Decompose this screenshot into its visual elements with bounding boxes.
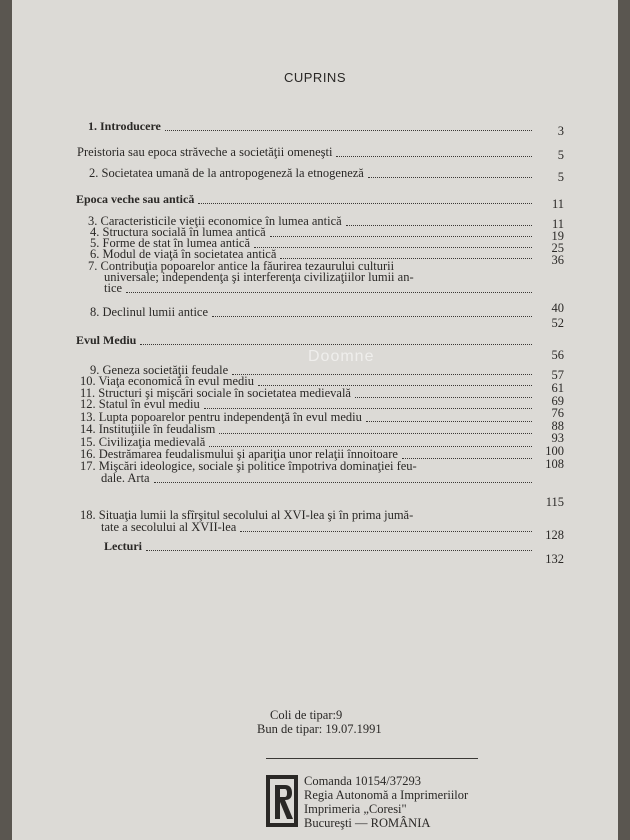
toc-entry: Lecturi: [104, 539, 142, 553]
toc-entry: Epoca veche sau antică: [76, 192, 195, 206]
printer-authority: Regia Autonomă a Imprimeriilor: [304, 788, 469, 802]
toc-entry: 3. Caracteristicile vieţii economice în lumea antică: [88, 214, 342, 228]
leader-dots: [240, 531, 532, 532]
leader-dots: [270, 236, 532, 237]
toc-entry: 4. Structura socială în lumea antică: [90, 225, 266, 239]
toc-entry: 7. Contribuţia popoarelor antice la făurirea tezaurului culturii: [88, 259, 395, 273]
toc-page-number: 57: [551, 368, 564, 382]
leader-dots: [254, 247, 532, 248]
page-title: CUPRINS: [283, 70, 346, 85]
toc-entry: 17. Mişcări ideologice, sociale şi politice împotriva dominaţiei feu-: [80, 459, 417, 473]
toc-entry: 15. Civilizaţia medievală: [80, 435, 206, 449]
toc-page-number: 61: [551, 381, 564, 395]
leader-dots: [212, 316, 532, 317]
leader-dots: [154, 482, 532, 483]
toc-page-number: 88: [551, 419, 564, 433]
leader-dots: [140, 344, 532, 345]
leader-dots: [204, 408, 532, 409]
publisher-logo-icon: [266, 775, 298, 827]
leader-dots: [219, 433, 532, 434]
leader-dots: [146, 550, 532, 551]
toc-page-number: 69: [551, 394, 564, 408]
printer-city: Bucureşti — ROMÂNIA: [304, 816, 431, 830]
toc-page-number: 11: [551, 197, 564, 211]
toc-entry: Evul Mediu: [76, 333, 137, 347]
toc-page-number: 108: [545, 457, 564, 471]
toc-entry: 12. Statul în evul mediu: [80, 397, 200, 411]
toc-page-number: 132: [545, 552, 564, 566]
toc-page-number: 3: [557, 124, 564, 138]
toc-page-number: 5: [557, 148, 564, 162]
toc-entry: 14. Instituţiile în feudalism: [80, 422, 216, 436]
toc-entry: tate a secolului al XVII-lea: [101, 520, 237, 534]
leader-dots: [280, 258, 532, 259]
printer-name: Imprimeria „Coresi": [304, 802, 407, 816]
toc-page-number: 100: [545, 444, 564, 458]
toc-entry: universale; independenţa şi interferenţa civilizaţiilor lumii an-: [104, 270, 414, 284]
table-of-contents: [12, 0, 618, 600]
toc-page-number: 11: [551, 217, 564, 231]
leader-dots: [366, 421, 532, 422]
toc-entry: 16. Destrămarea feudalismului şi apariţia unor relaţii înnoitoare: [80, 447, 398, 461]
toc-page-number: 40: [551, 301, 564, 315]
toc-entry: tice: [104, 281, 123, 295]
toc-page-number: 19: [551, 229, 564, 243]
colophon-rule: [266, 758, 478, 759]
leader-dots: [258, 385, 532, 386]
toc-page-number: 115: [545, 495, 564, 509]
toc-entry: 8. Declinul lumii antice: [90, 305, 209, 319]
toc-entry: 18. Situaţia lumii la sfîrşitul secolului al XVI-lea şi în prima jumă-: [80, 508, 414, 522]
toc-entry: 1. Introducere: [88, 119, 161, 133]
leader-dots: [336, 156, 532, 157]
print-sheets: Coli de tipar:9: [270, 708, 343, 722]
leader-dots: [346, 225, 532, 226]
watermark: Doomne: [308, 348, 375, 365]
toc-entry: 9. Geneza societăţii feudale: [90, 363, 229, 377]
toc-entry: 11. Structuri şi mişcări sociale în societatea medievală: [80, 386, 351, 400]
toc-page-number: 25: [551, 241, 564, 255]
leader-dots: [368, 177, 532, 178]
toc-page-number: 36: [551, 253, 564, 267]
order-number: Comanda 10154/37293: [304, 774, 422, 788]
toc-page-number: 56: [551, 348, 564, 362]
leader-dots: [232, 374, 532, 375]
toc-page-number: 5: [557, 170, 564, 184]
toc-entry: Preistoria sau epoca străveche a societăţii omeneşti: [77, 145, 333, 159]
toc-entry: 13. Lupta popoarelor pentru independenţă în evul mediu: [80, 410, 362, 424]
toc-page-number: 76: [551, 406, 564, 420]
toc-page-number: 93: [551, 431, 564, 445]
toc-entry: 2. Societatea umană de la antropogeneză la etnogeneză: [89, 166, 364, 180]
toc-page-number: 52: [551, 316, 564, 330]
leader-dots: [198, 203, 532, 204]
leader-dots: [165, 130, 532, 131]
toc-page-number: 128: [545, 528, 564, 542]
toc-entry: 10. Viaţa economică în evul mediu: [80, 374, 254, 388]
print-date: Bun de tipar: 19.07.1991: [257, 722, 382, 736]
leader-dots: [209, 446, 532, 447]
leader-dots: [402, 458, 532, 459]
leader-dots: [126, 292, 532, 293]
toc-entry: 6. Modul de viaţă în societatea antică: [90, 247, 277, 261]
book-page: [12, 0, 618, 840]
toc-entry: 5. Forme de stat în lumea antică: [90, 236, 251, 250]
toc-entry: dale. Arta: [101, 471, 150, 485]
leader-dots: [355, 397, 532, 398]
